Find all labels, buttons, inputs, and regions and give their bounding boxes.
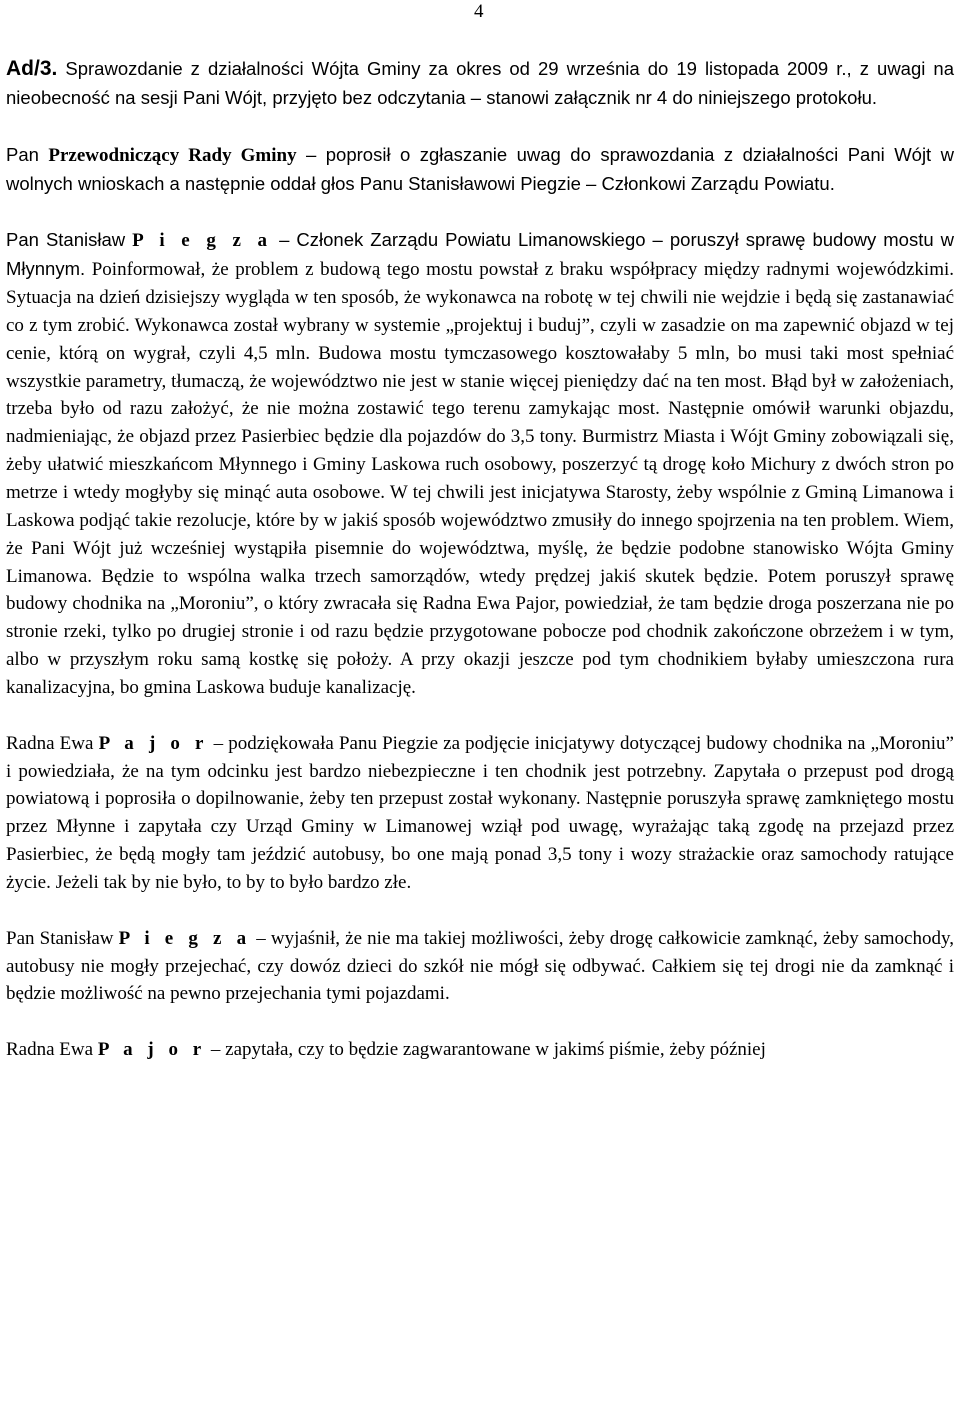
document-body xyxy=(6,55,954,1064)
speaker-name: Przewodniczący Rady Gminy xyxy=(48,144,297,166)
speaker-name: P i e g z a xyxy=(132,230,273,252)
speaker-name: P i e g z a xyxy=(118,927,252,949)
paragraph-ad3 xyxy=(6,55,954,113)
paragraph-pajor-1: Radna Ewa P a j o r – podziękowała Panu Piegzie za podjęcie inicjatywy dotyczącej budowy chodnika na „Moroniu” i powiedziała, że na tym odcinku jest bardzo niebezpieczne i ten chodnik jest potrzebny. Zapytała o przepust pod drogą powiatową i poprosiła o dopilnowanie, żeby ten przepust został wykonany. Następnie poruszyła sprawę zamkniętego mostu przez Młynne i zapytała czy Urząd Gminy w Limanowej wziął pod uwagę, wyrażając taką zgodę na przejazd przez Pasierbiec, że będą mogły tam jeździć autobusy, bo one mają ponad 3,5 tony i wozy strażackie oraz samochody ratujące życie. Jeżeli tak by nie było, to by to było bardzo złe. xyxy=(6,732,954,893)
paragraph-piegza-2: Pan Stanisław P i e g z a – wyjaśnił, że nie ma takiej możliwości, żeby drogę całkowicie zamknąć, żeby samochody, autobusy nie mogły przejechać, czy dowóz dzieci do szkół nie mógł się odbywać. Całkiem się tej drogi nie da zamknąć i będzie możliwość na pewno przejechania tymi pojazdami. xyxy=(6,927,955,1005)
speaker-name: P a j o r xyxy=(97,1039,207,1061)
paragraph-chairman: Pan Przewodniczący Rady Gminy – poprosił o zgłaszanie uwag do sprawozdania z działalności Pani Wójt w wolnych wnioskach a następnie oddał głos Panu Stanisławowi Piegzie – Członkowi Zarządu Powiatu. xyxy=(6,143,955,194)
paragraph-ad3-text: Sprawozdanie z działalności Wójta Gminy za okres od 29 września do 19 listopada 2009 r., z uwagi na nieobecność na sesji Pani Wójt, przyjęto bez odczytania – stanowi załącznik nr 4 do niniejszego protokołu. xyxy=(6,58,954,108)
agenda-item-label: Ad/3. xyxy=(6,57,58,80)
paragraph-piegza-1: Pan Stanisław P i e g z a – Członek Zarządu Powiatu Limanowskiego – poruszył sprawę budowy mostu w Młynnym. Poinformował, że problem z budową tego mostu powstał z braku współpracy między radnymi wojewódzkimi. Sytuacja na dzień dzisiejszy wygląda w ten sposób, że wykonawca na robotę w tej chwili nie wejdzie i będą się zastanawiać co z tym zrobić. Wykonawca został wybrany w systemie „projektuj i buduj”, czyli w zasadzie on ma zapewnić objazd w tej cenie, którą on wygrał, czyli 4,5 mln. Budowa mostu tymczasowego kosztowałaby 5 mln, bo musi taki most spełniać wszystkie parametry, tłumaczą, że województwo nie jest w stanie więcej pieniędzy dać na ten most. Błąd był w założeniach, trzeba było od razu założyć, że nie można zostawić tego terenu zamykając most. Następnie omówił warunki objazdu, nadmieniając, że objazd przez Pasierbiec będzie dla pojazdów do 3,5 tony. Burmistrz Miasta i Wójt Gminy zobowiązali się, żeby ułatwić mieszkańcom Młynnego i Gminy Laskowa ruch osobowy, poszerzyć tą drogę koło Michury z dwóch stron po metrze i wtedy mogłyby się minąć auta osobowe. W tej chwili jest inicjatywa Starosty, żeby wspólnie z Gminą Limanowa i Laskowa podjąć takie rezolucje, które by w jakiś sposób województwo zmusiły do innego spojrzenia na ten problem. Wiem, że Pani Wójt już wcześniej wystąpiła pisemnie do województwa, myślę, że będzie podobne stanowisko Wójta Gminy Limanowa. Będzie to wspólna walka trzech samorządów, wtedy prędzej jakiś skutek będzie. Potem poruszył sprawę budowy chodnika na „Moroniu”, o który zwracała się Radna Ewa Pajor, powiedział, że tam będzie droga poszerzana nie po stronie rzeki, tylko po drugiej stronie i od razu będzie przygotowane pobocze pod chodnik zakończone obrzeżem i w tym, albo w przyszłym roku samą kostkę się położy. A przy okazji jeszcze pod tym chodnikiem byłaby umieszczona rura kanalizacyjna, bo gmina Laskowa buduje kanalizację. xyxy=(6,229,955,698)
speaker-name: P a j o r xyxy=(98,732,209,754)
page-number: 4 xyxy=(474,1,484,22)
paragraph-pajor-2: Radna Ewa P a j o r – zapytała, czy to będzie zagwarantowane w jakimś piśmie, żeby później xyxy=(6,1039,766,1061)
